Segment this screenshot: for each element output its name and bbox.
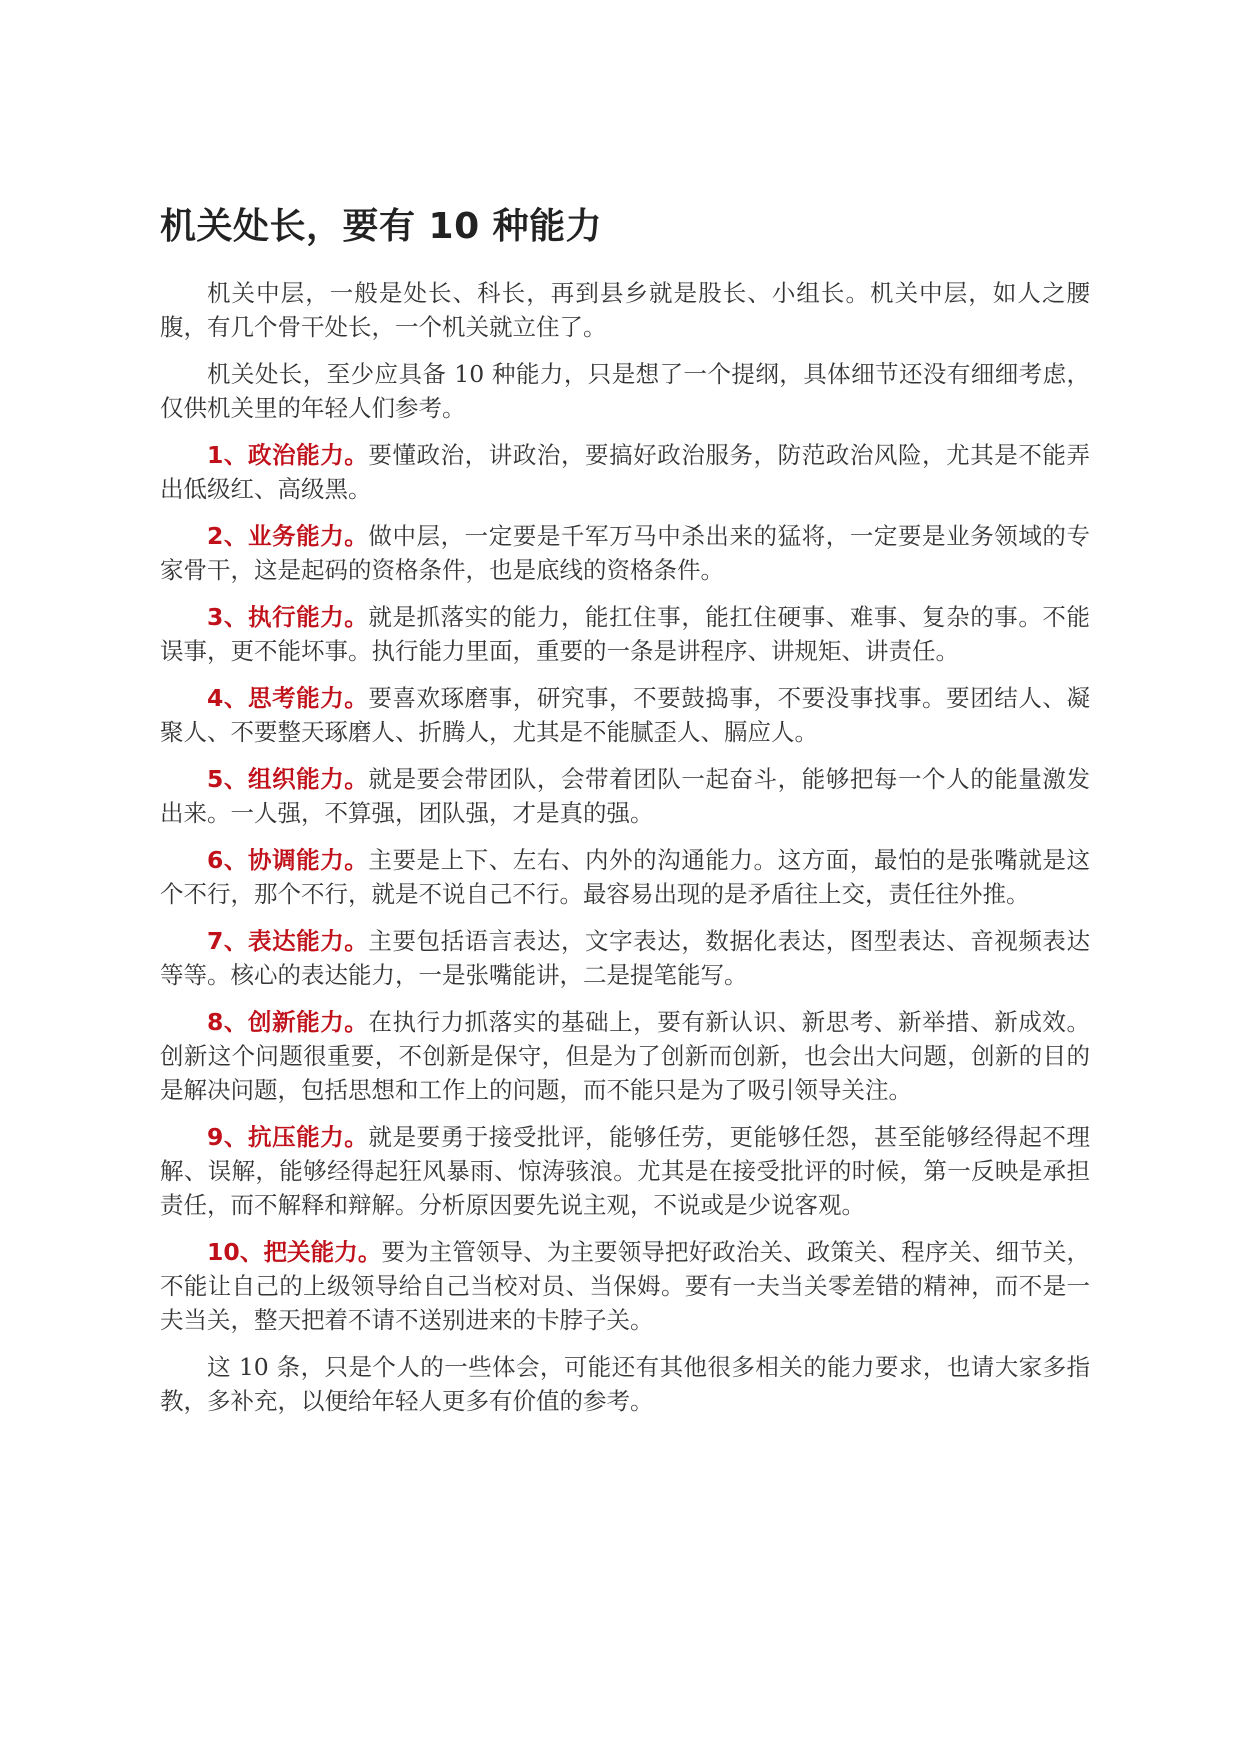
- ability-paragraph-7: [160, 924, 1090, 992]
- ability-text-2: 做中层，一定要是千军万马中杀出来的猛将，一定要是业务领域的专家骨干，这是起码的资格条件，也是底线的资格条件。: [160, 522, 1091, 585]
- ability-text-4: 要喜欢琢磨事，研究事，不要鼓捣事，不要没事找事。要团结人、凝聚人、不要整天琢磨人、折腾人，尤其是不能腻歪人、膈应人。: [160, 684, 1091, 747]
- ability-text-9: 就是要勇于接受批评，能够任劳，更能够任怨，甚至能够经得起不理解、误解，能够经得起狂风暴雨、惊涛骇浪。尤其是在接受批评的时候，第一反映是承担责任，而不解释和辩解。分析原因要先说主观，不说或是少说客观。: [160, 1123, 1091, 1220]
- ability-heading-6: 6、协调能力。: [207, 846, 369, 875]
- ability-paragraph-6: [160, 843, 1090, 911]
- ability-heading-4: 4、思考能力。: [207, 684, 369, 713]
- ability-heading-5: 5、组织能力。: [207, 765, 369, 794]
- ability-paragraph-4: [160, 681, 1090, 749]
- ability-heading-1: 1、政治能力。: [207, 441, 369, 470]
- ability-text-7: 主要包括语言表达，文字表达，数据化表达，图型表达、音视频表达等等。核心的表达能力，一是张嘴能讲，二是提笔能写。: [160, 927, 1091, 990]
- ability-paragraph-8: [160, 1005, 1090, 1107]
- ability-heading-7: 7、表达能力。: [207, 927, 369, 956]
- ability-heading-9: 9、抗压能力。: [207, 1123, 369, 1152]
- ability-paragraph-2: [160, 519, 1090, 587]
- ability-paragraph-10: [160, 1235, 1090, 1337]
- ability-paragraph-3: [160, 600, 1090, 668]
- document-page: [160, 205, 1090, 1431]
- ability-text-6: 主要是上下、左右、内外的沟通能力。这方面，最怕的是张嘴就是这个不行，那个不行，就是不说自己不行。最容易出现的是矛盾往上交，责任往外推。: [160, 846, 1091, 909]
- ability-text-3: 就是抓落实的能力，能扛住事，能扛住硬事、难事、复杂的事。不能误事，更不能坏事。执行能力里面，重要的一条是讲程序、讲规矩、讲责任。: [160, 603, 1091, 666]
- ability-heading-3: 3、执行能力。: [207, 603, 369, 632]
- ability-text-8: 在执行力抓落实的基础上，要有新认识、新思考、新举措、新成效。创新这个问题很重要，不创新是保守，但是为了创新而创新，也会出大问题，创新的目的是解决问题，包括思想和工作上的问题，而不能只是为了吸引领导关注。: [160, 1008, 1091, 1105]
- ability-text-5: 就是要会带团队，会带着团队一起奋斗，能够把每一个人的能量激发出来。一人强，不算强，团队强，才是真的强。: [160, 765, 1091, 828]
- article-title: 机关处长，要有 10 种能力: [160, 206, 603, 247]
- ability-paragraph-9: [160, 1120, 1090, 1222]
- intro-paragraph-2: 机关处长，至少应具备 10 种能力，只是想了一个提纲，具体细节还没有细细考虑，仅供机关里的年轻人们参考。: [160, 360, 1090, 423]
- ability-text-10: 要为主管领导、为主要领导把好政治关、政策关、程序关、细节关，不能让自己的上级领导给自己当校对员、当保姆。要有一夫当关零差错的精神，而不是一夫当关，整天把着不请不送别进来的卡脖子关。: [160, 1238, 1091, 1335]
- ability-paragraph-5: [160, 762, 1090, 830]
- ability-paragraph-1: [160, 438, 1090, 506]
- intro-paragraph-1: 机关中层，一般是处长、科长，再到县乡就是股长、小组长。机关中层，如人之腰腹，有几个骨干处长，一个机关就立住了。: [160, 279, 1090, 342]
- conclusion-paragraph: 这 10 条，只是个人的一些体会，可能还有其他很多相关的能力要求，也请大家多指教，多补充，以便给年轻人更多有价值的参考。: [160, 1353, 1090, 1416]
- ability-heading-8: 8、创新能力。: [207, 1008, 369, 1037]
- ability-heading-2: 2、业务能力。: [207, 522, 369, 551]
- ability-text-1: 要懂政治，讲政治，要搞好政治服务，防范政治风险，尤其是不能弄出低级红、高级黑。: [160, 441, 1091, 504]
- ability-heading-10: 10、把关能力。: [207, 1238, 382, 1267]
